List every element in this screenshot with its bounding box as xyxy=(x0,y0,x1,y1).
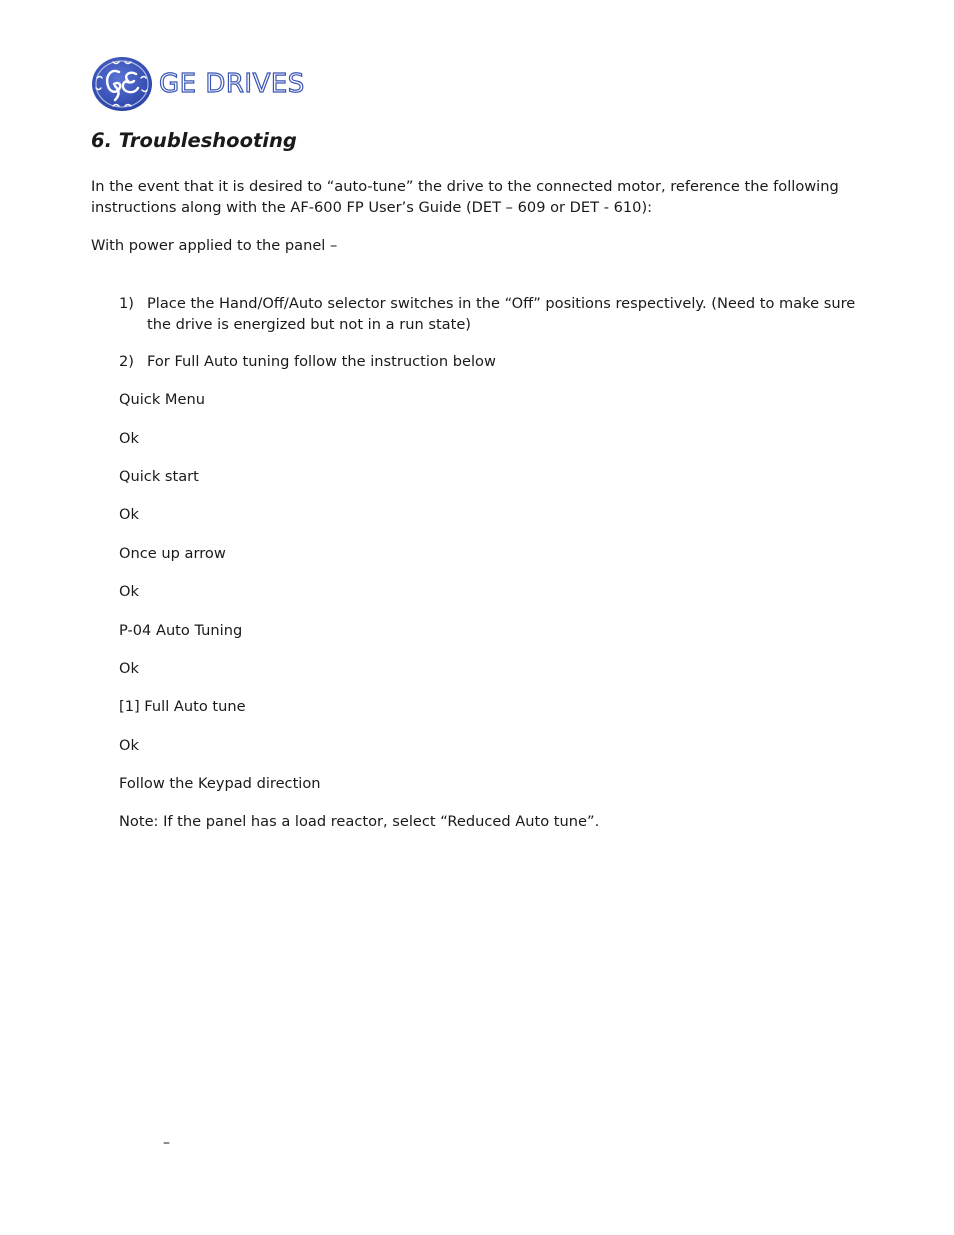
sequence-item: Follow the Keypad direction xyxy=(119,775,321,792)
step-text: For Full Auto tuning follow the instruction below xyxy=(147,353,496,370)
sequence-item: Ok xyxy=(119,660,139,677)
intro-paragraph: In the event that it is desired to “auto-tune” the drive to the connected motor, reference the following instructions along with the AF-600 FP User’s Guide (DET – 609 or DET - 610): xyxy=(91,178,839,216)
step-number: 1) xyxy=(119,295,134,312)
sequence-item: Ok xyxy=(119,430,139,447)
sequence-item: P-04 Auto Tuning xyxy=(119,622,243,639)
note-line: Note: If the panel has a load reactor, select “Reduced Auto tune”. xyxy=(119,813,600,830)
step-number: 2) xyxy=(119,353,134,370)
logo-wordmark: GE DRIVES xyxy=(159,69,305,99)
sequence-item: [1] Full Auto tune xyxy=(119,698,246,715)
ge-drives-logo xyxy=(91,56,305,112)
step-2 xyxy=(119,352,879,373)
sequence-item: Ok xyxy=(119,583,139,600)
with-power-line: With power applied to the panel – xyxy=(91,237,338,254)
footer-dash: – xyxy=(163,1135,170,1151)
step-text: Place the Hand/Off/Auto selector switches in the “Off” positions respectively. (Need to make sure the drive is energized but not in a run state) xyxy=(147,295,856,333)
sequence-item: Quick start xyxy=(119,468,199,485)
sequence-item: Ok xyxy=(119,506,139,523)
sequence-item: Ok xyxy=(119,737,139,754)
ge-monogram-icon xyxy=(91,56,153,112)
step-1 xyxy=(119,294,879,335)
section-title: 6. Troubleshooting xyxy=(91,129,297,152)
sequence-item: Once up arrow xyxy=(119,545,226,562)
sequence-item: Quick Menu xyxy=(119,391,205,408)
